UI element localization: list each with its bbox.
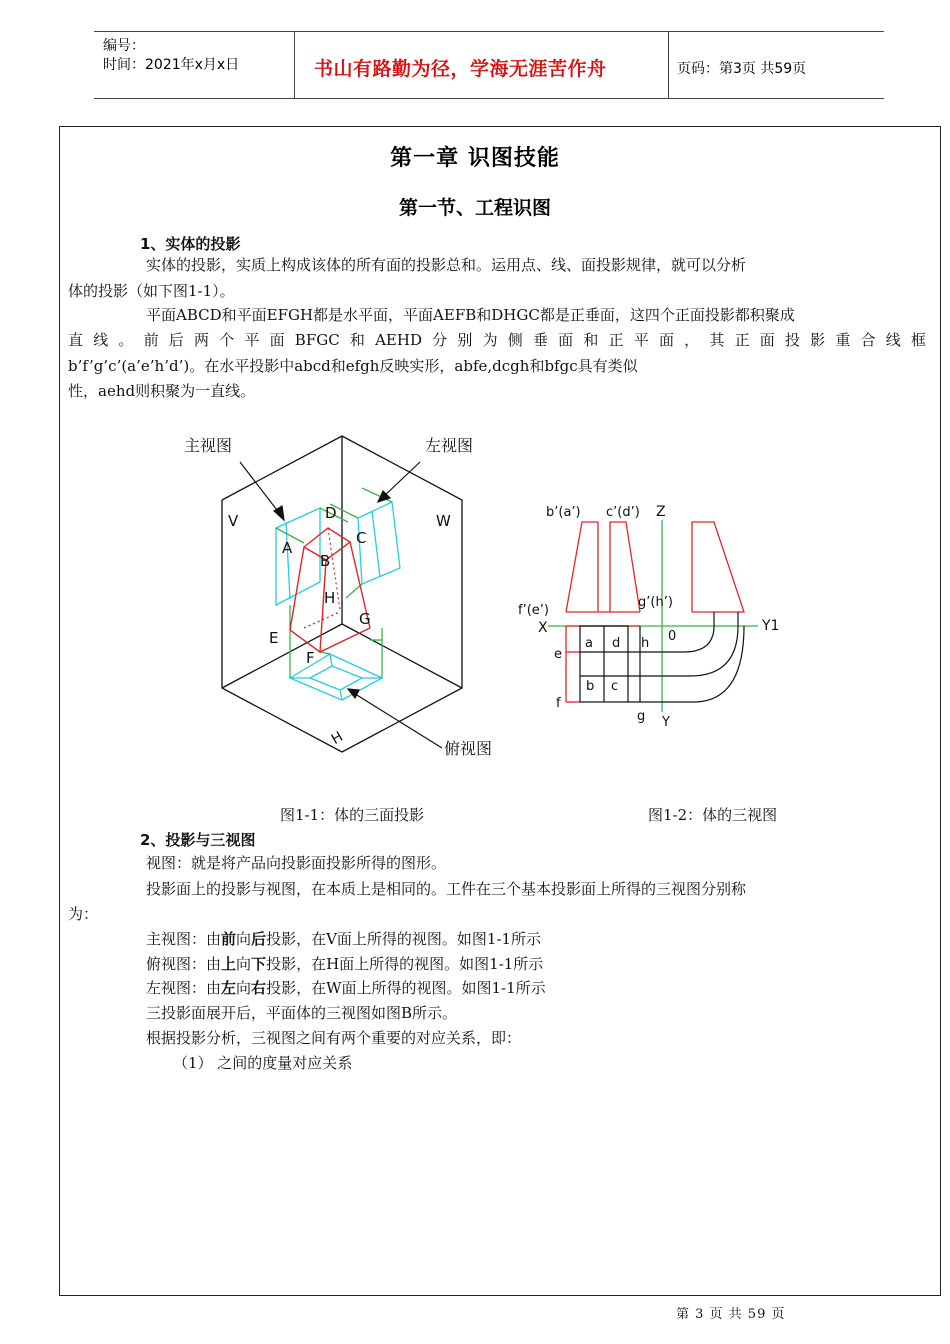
sec1-p1-line1: 实体的投影，实质上构成该体的所有面的投影总和。运用点、线、面投影规律，就可以分析 (146, 256, 747, 274)
point-e: E (269, 629, 279, 647)
page-footer: 第 3 页 共 59 页 (676, 1307, 786, 1322)
sec2-top-view-line: 俯视图：由上向下投影，在H面上所得的视图。如图1-1所示 (146, 955, 544, 973)
point-h: H (324, 589, 336, 607)
sec1-p2-line1: 平面ABCD和平面EFGH都是水平面，平面AEFB和DHGC都是正垂面，这四个正面投影都积聚成 (146, 306, 795, 324)
sec2-heading: 2、投影与三视图 (140, 831, 256, 849)
label-z: Z (656, 504, 666, 520)
header-motto: 书山有路勤为径，学海无涯苦作舟 (314, 58, 607, 80)
plane-h-label: H (328, 728, 346, 748)
sec2-line3: 为： (68, 905, 99, 923)
label-y: Y (662, 715, 670, 730)
sec2-line7: 三投影面展开后，平面体的三视图如图B所示。 (146, 1004, 458, 1022)
label-x: X (538, 620, 548, 636)
point-c: C (356, 529, 367, 547)
point-g: G (359, 610, 371, 628)
sec2-line1: 视图：就是将产品向投影面投影所得的图形。 (146, 854, 447, 872)
plane-v-label: V (228, 512, 239, 530)
header-number-label: 编号： (103, 38, 145, 54)
point-f: F (306, 649, 315, 667)
label-a: a (585, 636, 593, 651)
label-f-e: f’(e’) (518, 603, 549, 618)
label-g: g (637, 709, 646, 724)
sec2-line2: 投影面上的投影与视图，在本质上是相同的。工件在三个基本投影面上所得的三视图分别称 (146, 880, 747, 898)
label-left-view: 左视图 (425, 436, 474, 455)
label-origin: 0 (668, 629, 677, 644)
label-front-view: 主视图 (184, 436, 233, 455)
label-h: h (641, 636, 650, 651)
point-b: B (320, 552, 331, 570)
header-time-label: 时间：2021年x月x日 (103, 57, 240, 73)
views-red (566, 522, 744, 702)
label-e: e (554, 647, 562, 662)
sec2-line8: 根据投影分析，三视图之间有两个重要的对应关系，即： (146, 1029, 522, 1047)
label-b-a: b’(a’) (546, 505, 581, 520)
sec2-left-view-line: 左视图：由左向右投影，在W面上所得的视图。如图1-1所示 (146, 979, 546, 997)
label-f: f (556, 696, 561, 711)
sec1-heading: 1、实体的投影 (140, 235, 241, 253)
header-page-info: 页码：第3页 共59页 (677, 61, 807, 77)
sec1-p2-line3: b’f’g’c’(a’e’h’d’)。在水平投影中abcd和efgh反映实形，abfe,dcgh和bfgc具有类似 (68, 357, 638, 375)
figure-1-1-caption: 图1-1：体的三面投影 (280, 806, 425, 824)
label-b: b (586, 679, 595, 694)
point-d: D (325, 504, 337, 522)
sec1-p2-line4: 性，aehd则积聚为一直线。 (68, 382, 256, 400)
label-c: c (611, 679, 619, 694)
chapter-title: 第一章 识图技能 (390, 146, 560, 171)
sec1-p2-line2: 直线。前后两个平面BFGC和AEHD分别为侧垂面和正平面，其正面投影重合线框 (68, 331, 926, 349)
sec2-front-view-line: 主视图：由前向后投影，在V面上所得的视图。如图1-1所示 (146, 930, 542, 948)
label-top-view: 俯视图 (444, 739, 493, 758)
label-d: d (612, 636, 621, 651)
sec2-line9: （1） 之间的度量对应关系 (173, 1054, 353, 1072)
sec1-p1-line2: 体的投影（如下图1-1）。 (68, 282, 235, 300)
section-title: 第一节、工程识图 (398, 197, 551, 219)
label-y1: Y1 (762, 618, 780, 634)
label-g-h: g’(h’) (638, 595, 673, 610)
point-a: A (282, 539, 293, 557)
plane-w-label: W (436, 512, 451, 530)
label-c-d: c’(d’) (606, 505, 640, 520)
figure-1-2-caption: 图1-2：体的三视图 (648, 806, 778, 824)
